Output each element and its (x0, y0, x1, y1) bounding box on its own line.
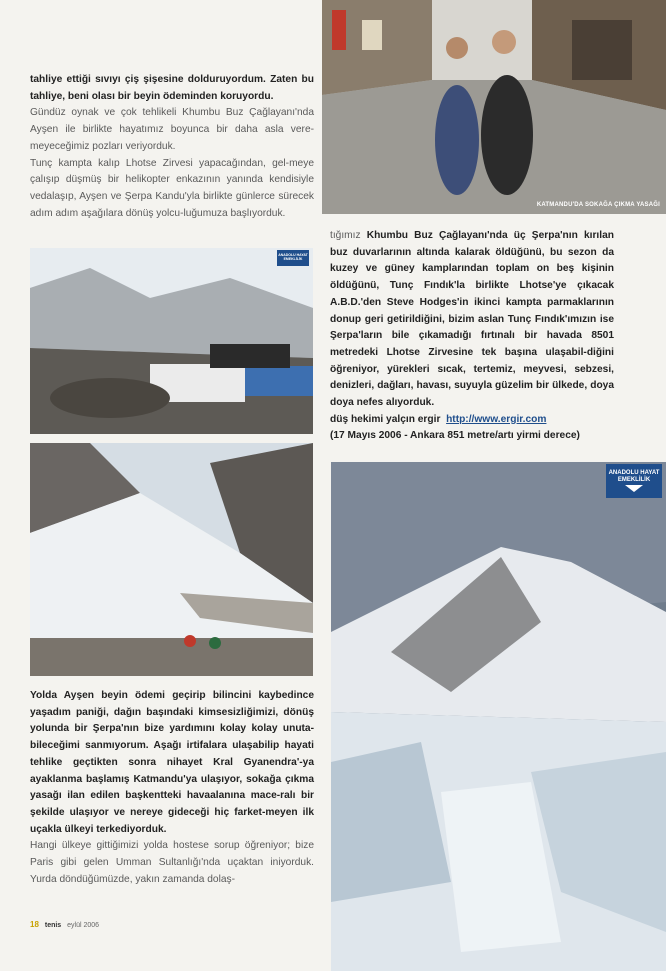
badge-large-line1: ANADOLU HAYAT (608, 470, 660, 477)
website-link[interactable]: http://www.ergir.com (446, 413, 547, 425)
col1-top-text (30, 72, 314, 222)
brand-badge-small (277, 250, 309, 266)
icefall-photo (30, 443, 313, 676)
everest-icefall-photo (331, 462, 666, 971)
col2-bold-para: Khumbu Buz Çağlayanı'nda üç Şerpa'nın kırılan buz duvarlarının altında kalarak öldüğünü, bu sezon da kuzey ve güney kamplarından toplam on beş kişinin öldüğünü, Tunç Fındık'la birlikte Lhotse'ye çıkacak A.B.D.'den Steve Hodges'in ikinci kampta parmaklarının donup geri getirildiğini, bizim aslan Tunç Fındık'ımızın ise Şerpa'ların bile çıkamadığı fırtınalı bir havada 8501 metredeki Lhotse Zirvesine tek başına ulaşabil-diğini öğreniyor, yürekleri sıcak, tertemiz, meyvesi, sebzesi, denizleri, dağları, havası, suyuyla güzelim bir ülkede, doya doya nefes alıyorduk. (330, 230, 614, 409)
page-number: 18 (30, 920, 39, 929)
col2-text (330, 228, 614, 445)
helicopter-wreck-photo (30, 248, 313, 434)
page-footer (30, 920, 99, 929)
badge-logo-icon (625, 485, 643, 492)
badge-line1: ANADOLU HAYAT (278, 253, 308, 258)
badge-large-line2: EMEKLİLİK (617, 476, 651, 483)
col1-bottom-bold: Yolda Ayşen beyin ödemi geçirip bilincini kaybedince yaşadım paniği, dağın başındaki kimsesizliğimizi, dönüş yolunda bir Şerpa'nın bize yardımını kolay kolay unuta-bileceğimi sanmıyorum. Aşağı irtifalara ulaşabilip hayati tehlike geçtikten sonra nihayet Kral Gyanendra'-ya ayaklanma başlamış Katmandu'ya ulaşıyor, sokağa çıkma yasağı ilan edilen başkentteki havaalanına mace-ralı bir şekilde ulaşıyor ve nereye gideceği hiç farket-meyen ilk uçakla ülkeyi terkediyorduk. (30, 690, 314, 835)
issue-date: eylül 2006 (67, 922, 100, 929)
col1-bold-lines: tahliye ettiği sıvıyı çiş şişesine dolduruyordum. Zaten bu tahliye, beni olası bir beyin ödeminden koruyordu. (30, 74, 314, 102)
col1-para2: Tunç kampta kalıp Lhotse Zirvesi yapacağından, gel-meye çalışıp düşmüş bir helikopter enkazının yanında kendisiyle vedalaşıp, Ayşen ve Şerpa Kandu'yla birlikte günlerce sürecek adım adım aşağılara dönüş yolcu-luğumuza başlıyorduk. (30, 157, 314, 219)
col1-bottom-light: Hangi ülkeye gittiğimizi yolda hostese sorup öğreniyor; bize Paris gibi gelen Umman Sultanlığı'nda uçaktan iniyorduk. Yurda döndüğümüzde, yakın zamanda dolaş- (30, 840, 314, 885)
dateline: (17 Mayıs 2006 - Ankara 851 metre/artı yirmi derece) (330, 430, 580, 442)
col1-bottom-text (30, 688, 314, 888)
brand-badge-large (606, 464, 662, 498)
col2-lead: tığımız (330, 230, 361, 241)
signature: düş hekimi yalçın ergir (330, 413, 441, 425)
badge-line2: EMEKLİLİK (283, 257, 303, 261)
kathmandu-street-photo (322, 0, 666, 214)
magazine-name: tenis (44, 922, 62, 929)
col1-para1: Gündüz oynak ve çok tehlikeli Khumbu Buz Çağlayanı'nda Ayşen ile birlikte hayatımız boyunca bir daha asla vere-meyeceğimiz pozları veriyorduk. (30, 107, 314, 152)
photo-caption: KATMANDU'DA SOKAĞA ÇIKMA YASAĞI (536, 202, 660, 208)
